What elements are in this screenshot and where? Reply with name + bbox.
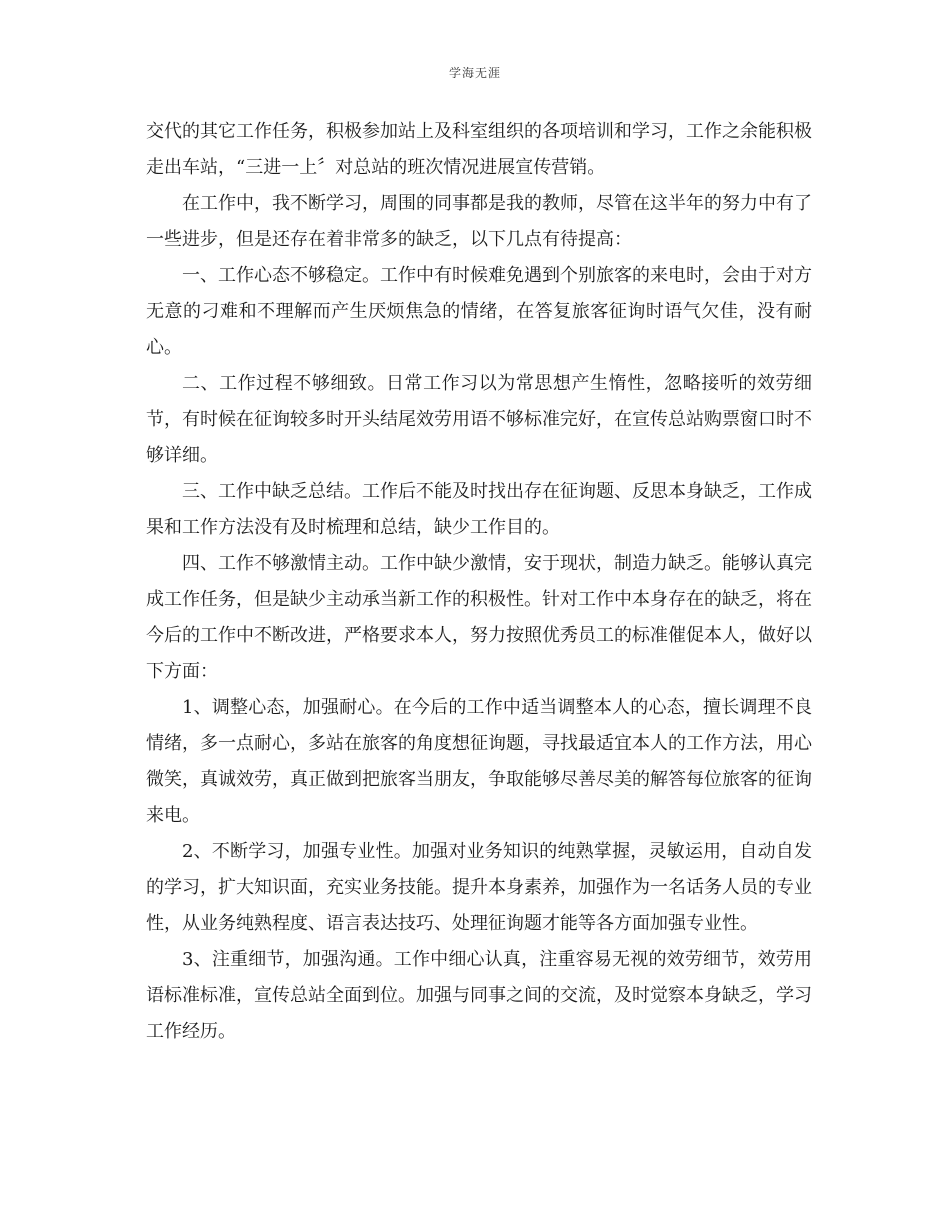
paragraph: 2、不断学习，加强专业性。加强对业务知识的纯熟掌握，灵敏运用，自动自发的学习，扩大知识面，充实业务技能。提升本身素养，加强作为一名话务人员的专业性，从业务纯熟程度、语言表达技巧、处理征询题才能等各方面加强专业性。 [146, 841, 812, 934]
page-header: 学海无涯 [448, 66, 501, 80]
paragraph: 3、注重细节，加强沟通。工作中细心认真，注重容易无视的效劳细节，效劳用语标准标准，宣传总站全面到位。加强与同事之间的交流，及时觉察本身缺乏，学习工作经历。 [146, 949, 812, 1042]
paragraph: 四、工作不够激情主动。工作中缺少激情，安于现状，制造力缺乏。能够认真完成工作任务，但是缺少主动承当新工作的积极性。针对工作中本身存在的缺乏，将在今后的工作中不断改进，严格要求本人，努力按照优秀员工的标准催促本人，做好以下方面： [146, 553, 812, 682]
document-body [146, 114, 812, 1050]
paragraph: 一、工作心态不够稳定。工作中有时候难免遇到个别旅客的来电时，会由于对方无意的刁难和不理解而产生厌烦焦急的情绪，在答复旅客征询时语气欠佳，没有耐心。 [146, 265, 812, 358]
paragraph: 三、工作中缺乏总结。工作后不能及时找出存在征询题、反思本身缺乏，工作成果和工作方法没有及时梳理和总结，缺少工作目的。 [146, 481, 812, 538]
paragraph: 交代的其它工作任务，积极参加站上及科室组织的各项培训和学习，工作之余能积极走出车站，“三进一上〞对总站的班次情况进展宣传营销。 [146, 121, 812, 178]
paragraph: 1、调整心态，加强耐心。在今后的工作中适当调整本人的心态，擅长调理不良情绪，多一点耐心，多站在旅客的角度想征询题，寻找最适宜本人的工作方法，用心微笑，真诚效劳，真正做到把旅客当朋友，争取能够尽善尽美的解答每位旅客的征询来电。 [146, 697, 812, 826]
paragraph: 二、工作过程不够细致。日常工作习以为常思想产生惰性，忽略接听的效劳细节，有时候在征询较多时开头结尾效劳用语不够标准完好，在宣传总站购票窗口时不够详细。 [146, 373, 812, 466]
paragraph: 在工作中，我不断学习，周围的同事都是我的教师，尽管在这半年的努力中有了一些进步，但是还存在着非常多的缺乏，以下几点有待提高： [146, 193, 812, 250]
